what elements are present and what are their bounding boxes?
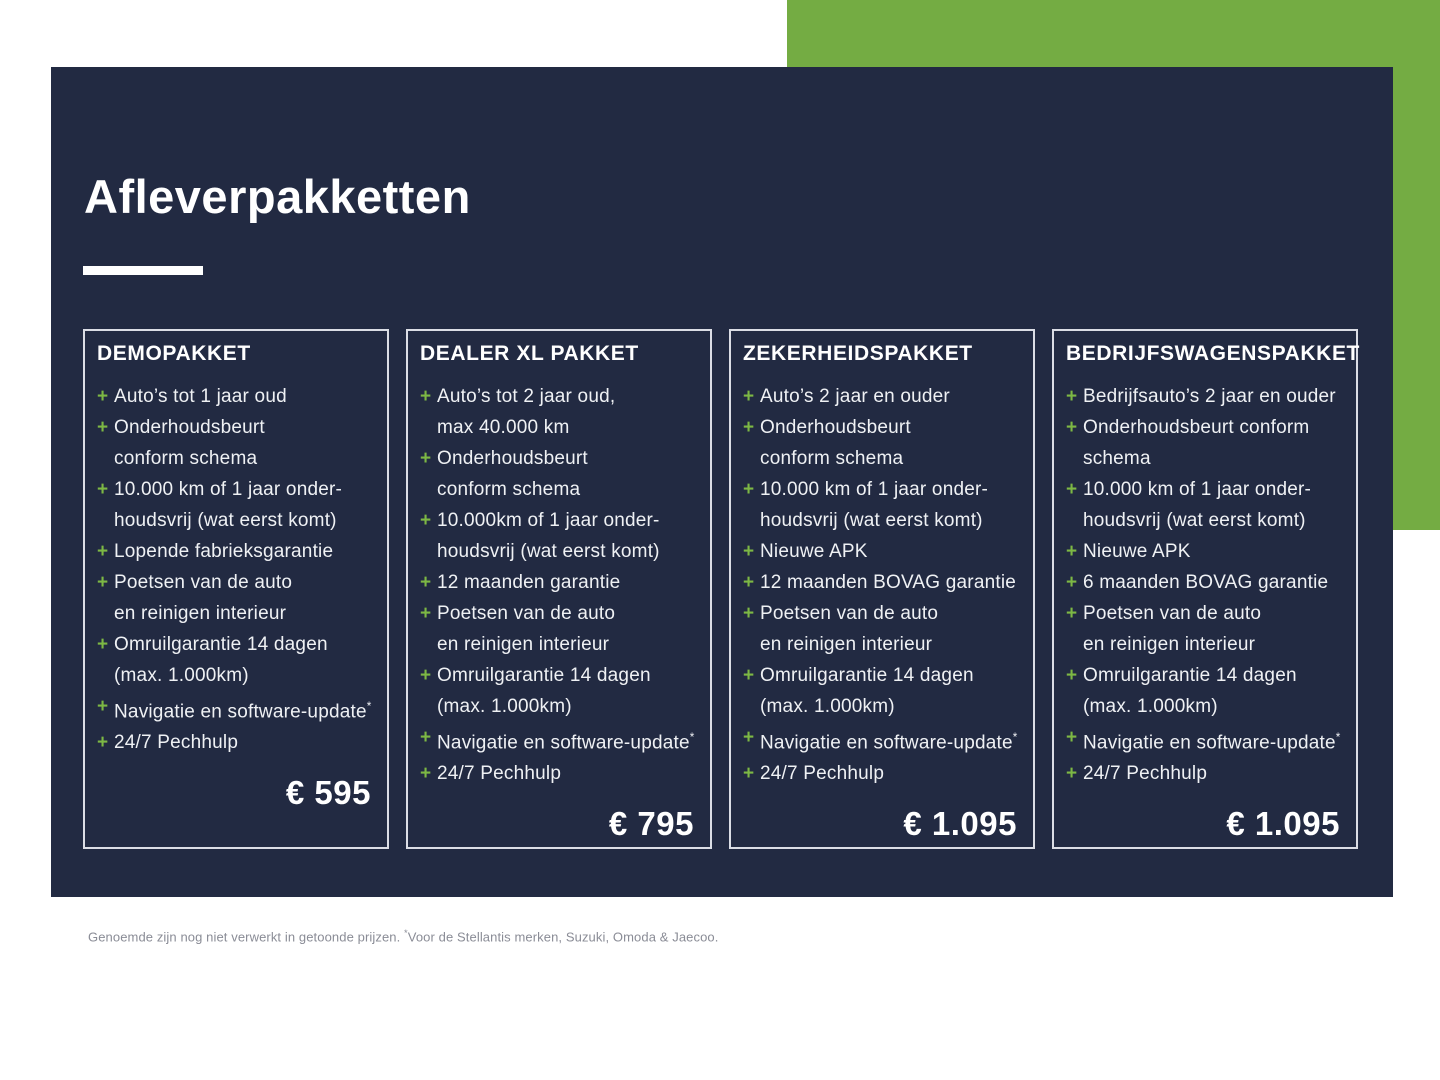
feature-line: conform schema (114, 448, 258, 469)
feature-line: Onderhoudsbeurt (114, 417, 265, 438)
feature-line: Poetsen van de auto (437, 603, 616, 624)
plus-icon: + (1066, 727, 1078, 748)
package-feature (97, 474, 373, 536)
package-feature (97, 629, 373, 691)
feature-line: 12 maanden BOVAG garantie (760, 572, 1017, 593)
feature-line: Poetsen van de auto (760, 603, 939, 624)
feature-line: (max. 1.000km) (760, 696, 895, 717)
feature-line: Auto’s tot 2 jaar oud, (437, 386, 616, 407)
feature-line: Poetsen van de auto (1083, 603, 1262, 624)
package-feature (420, 381, 696, 443)
feature-line: Bedrijfsauto’s 2 jaar en ouder (1083, 386, 1336, 407)
plus-icon: + (743, 417, 755, 438)
feature-line: max 40.000 km (437, 417, 570, 438)
package-feature (743, 474, 1019, 536)
feature-line: (max. 1.000km) (114, 665, 249, 686)
plus-icon: + (1066, 763, 1078, 785)
package-feature (97, 567, 373, 629)
package-feature (1066, 536, 1342, 567)
plus-icon: + (420, 763, 432, 785)
package-feature (743, 412, 1019, 474)
feature-line: Auto’s tot 1 jaar oud (114, 386, 287, 407)
package-features (743, 381, 1019, 789)
plus-icon: + (420, 727, 432, 748)
plus-icon: + (420, 603, 432, 624)
feature-line: Nieuwe APK (1083, 541, 1191, 562)
package-price: € 595 (285, 774, 371, 812)
plus-icon: + (1066, 417, 1078, 438)
package-feature (97, 381, 373, 412)
plus-icon: + (97, 572, 109, 593)
feature-line: houdsvrij (wat eerst komt) (437, 541, 660, 562)
package-feature (1066, 758, 1342, 789)
package-feature (420, 443, 696, 505)
feature-line: 24/7 Pechhulp (1083, 763, 1208, 785)
plus-icon: + (743, 665, 755, 686)
plus-icon: + (97, 417, 109, 438)
feature-line: Navigatie en software-update* (760, 731, 1018, 754)
package-feature (97, 412, 373, 474)
plus-icon: + (1066, 541, 1078, 562)
plus-icon: + (420, 665, 432, 686)
package-feature (743, 660, 1019, 722)
package-feature (1066, 722, 1342, 758)
package-title: DEMOPAKKET (97, 342, 251, 365)
plus-icon: + (420, 448, 432, 469)
footnote-asterisk: * (689, 731, 695, 744)
feature-line: houdsvrij (wat eerst komt) (114, 510, 337, 531)
package-feature (1066, 412, 1342, 474)
feature-line: Onderhoudsbeurt (437, 448, 588, 469)
feature-line: Nieuwe APK (760, 541, 868, 562)
feature-line: conform schema (760, 448, 904, 469)
package-feature (743, 598, 1019, 660)
package-card-bedrijfswagenspakket (1052, 329, 1358, 849)
package-feature (743, 536, 1019, 567)
feature-line: Omruilgarantie 14 dagen (437, 665, 651, 686)
feature-line: 6 maanden BOVAG garantie (1083, 572, 1329, 593)
feature-line: Lopende fabrieksgarantie (114, 541, 334, 562)
feature-line: Omruilgarantie 14 dagen (114, 634, 328, 655)
package-feature (97, 536, 373, 567)
plus-icon: + (1066, 665, 1078, 686)
package-feature (743, 567, 1019, 598)
feature-line: Onderhoudsbeurt (760, 417, 911, 438)
plus-icon: + (1066, 386, 1078, 407)
feature-line: 10.000 km of 1 jaar onder- (1083, 479, 1312, 500)
package-feature (97, 727, 373, 758)
plus-icon: + (97, 634, 109, 655)
plus-icon: + (743, 386, 755, 407)
feature-line: 12 maanden garantie (437, 572, 621, 593)
feature-line: 10.000km of 1 jaar onder- (437, 510, 660, 531)
feature-line: en reinigen interieur (760, 634, 933, 655)
plus-icon: + (420, 572, 432, 593)
plus-icon: + (743, 541, 755, 562)
feature-line: en reinigen interieur (114, 603, 287, 624)
package-title: BEDRIJFSWAGENSPAKKET (1066, 342, 1360, 365)
feature-line: Poetsen van de auto (114, 572, 293, 593)
feature-line: (max. 1.000km) (1083, 696, 1218, 717)
package-feature (1066, 598, 1342, 660)
feature-line: (max. 1.000km) (437, 696, 572, 717)
package-feature (743, 722, 1019, 758)
plus-icon: + (743, 763, 755, 785)
package-feature (743, 758, 1019, 789)
feature-line: Auto’s 2 jaar en ouder (760, 386, 950, 407)
feature-line: 10.000 km of 1 jaar onder- (114, 479, 343, 500)
package-feature (420, 505, 696, 567)
packages-row (83, 329, 1358, 849)
feature-line: 24/7 Pechhulp (437, 763, 562, 785)
feature-line: 24/7 Pechhulp (114, 732, 239, 754)
plus-icon: + (1066, 603, 1078, 624)
page-title: Afleverpakketten (84, 170, 471, 223)
feature-line: houdsvrij (wat eerst komt) (1083, 510, 1306, 531)
feature-line: Omruilgarantie 14 dagen (1083, 665, 1297, 686)
feature-line: houdsvrij (wat eerst komt) (760, 510, 983, 531)
plus-icon: + (743, 727, 755, 748)
footnote-asterisk: * (1335, 731, 1341, 744)
title-underline (83, 266, 203, 275)
package-features (420, 381, 696, 789)
plus-icon: + (97, 386, 109, 407)
plus-icon: + (1066, 572, 1078, 593)
package-features (1066, 381, 1342, 789)
plus-icon: + (97, 696, 109, 717)
plus-icon: + (743, 572, 755, 593)
package-features (97, 381, 373, 758)
package-price: € 1.095 (1226, 805, 1340, 843)
plus-icon: + (420, 386, 432, 407)
plus-icon: + (1066, 479, 1078, 500)
plus-icon: + (97, 732, 109, 754)
package-feature (1066, 660, 1342, 722)
feature-line: en reinigen interieur (437, 634, 610, 655)
footnote-asterisk: * (404, 928, 408, 938)
feature-line: en reinigen interieur (1083, 634, 1256, 655)
package-feature (420, 758, 696, 789)
package-price: € 795 (608, 805, 694, 843)
package-card-zekerheidspakket (729, 329, 1035, 849)
feature-line: schema (1083, 448, 1151, 469)
feature-line: 24/7 Pechhulp (760, 763, 885, 785)
package-card-dealer-xl (406, 329, 712, 849)
package-title: DEALER XL PAKKET (420, 342, 639, 365)
plus-icon: + (97, 541, 109, 562)
package-feature (743, 381, 1019, 412)
package-feature (420, 722, 696, 758)
plus-icon: + (420, 510, 432, 531)
package-feature (420, 660, 696, 722)
feature-line: 10.000 km of 1 jaar onder- (760, 479, 989, 500)
package-card-demopakket (83, 329, 389, 849)
footnote-text: Voor de Stellantis merken, Suzuki, Omoda & Jaecoo. (407, 929, 719, 945)
content-panel (51, 67, 1393, 897)
footnote-text: Genoemde zijn nog niet verwerkt in getoonde prijzen. (88, 929, 405, 945)
feature-line: Navigatie en software-update* (1083, 731, 1341, 754)
package-title: ZEKERHEIDSPAKKET (743, 342, 973, 365)
plus-icon: + (97, 479, 109, 500)
footnote-asterisk: * (366, 700, 372, 713)
package-price: € 1.095 (903, 805, 1017, 843)
package-feature (1066, 567, 1342, 598)
package-feature (420, 567, 696, 598)
plus-icon: + (743, 479, 755, 500)
footnote (88, 925, 718, 945)
package-feature (1066, 474, 1342, 536)
footnote-asterisk: * (1012, 731, 1018, 744)
feature-line: Onderhoudsbeurt conform (1083, 417, 1310, 438)
feature-line: conform schema (437, 479, 581, 500)
plus-icon: + (743, 603, 755, 624)
package-feature (97, 691, 373, 727)
feature-line: Navigatie en software-update* (114, 700, 372, 723)
package-feature (1066, 381, 1342, 412)
package-feature (420, 598, 696, 660)
feature-line: Navigatie en software-update* (437, 731, 695, 754)
feature-line: Omruilgarantie 14 dagen (760, 665, 974, 686)
